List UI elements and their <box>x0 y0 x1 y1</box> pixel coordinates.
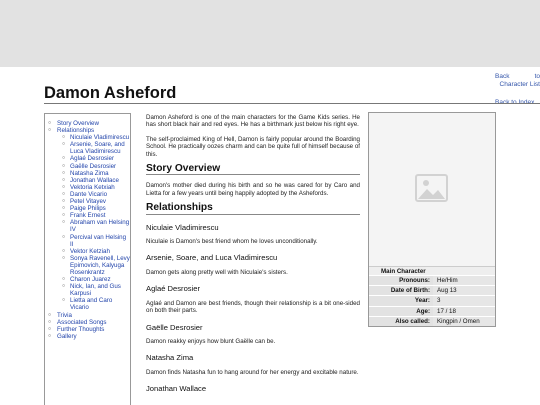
toc-subitem[interactable]: ○ Frank Ernest <box>59 212 130 219</box>
infobox-value: Kingpin / Omen <box>433 316 495 326</box>
relationship-name: Gaëlle Desrosier <box>146 322 203 332</box>
infobox-heading: Main Character <box>369 266 495 275</box>
relationship-text: Damon reakky enjoys how blunt Gaëlle can be. <box>146 337 276 345</box>
toc-subitem[interactable]: ○ Vektoria Ketxiah <box>59 184 130 191</box>
toc-subitem[interactable]: ○ Arsenie, Soare, and Luca Vladimirescu <box>59 141 130 155</box>
infobox-label: Date of Birth: <box>369 286 433 296</box>
infobox-label: Also called: <box>369 316 433 326</box>
toc-sublist-relationships <box>57 134 130 311</box>
toc-item-relationships[interactable] <box>48 127 130 311</box>
relationship-name: Jonathan Wallace <box>146 384 207 394</box>
infobox-table <box>369 275 495 326</box>
infobox-value: Aug 13 <box>433 286 495 296</box>
toc-item-label[interactable]: Associated Songs <box>57 318 107 326</box>
table-of-contents <box>44 113 131 405</box>
infobox-row <box>369 296 495 306</box>
toc-subitem[interactable]: ○ Aglaé Desrosier <box>59 155 130 162</box>
toc-subitem[interactable]: ○ Gaëlle Desrosier <box>59 163 130 170</box>
image-placeholder-icon <box>415 174 448 202</box>
toc-subitem[interactable]: ○ Percival van Helsing II <box>59 234 130 248</box>
top-header-bar <box>0 0 540 67</box>
toc-item-label[interactable]: Gallery <box>57 332 77 340</box>
character-infobox <box>368 112 496 327</box>
toc-item-label[interactable]: Relationships <box>57 127 95 135</box>
toc-subitem[interactable]: ○ Nick, Ian, and Gus Karpusi <box>59 283 130 297</box>
intro-paragraph: Damon Asheford is one of the main characters for the Game Kids series. He has short black hair and red eyes. He has a birthmark just below his right eye. <box>146 114 360 129</box>
toc-item-label[interactable]: Trivia <box>57 311 72 319</box>
toc-subitem[interactable]: ○ Jonathan Wallace <box>59 177 130 184</box>
relationship-name: Aglaé Desrosier <box>146 284 201 294</box>
intro-paragraph: The self-proclaimed King of Hell, Damon is fairly popular around the Boarding School. He practically oozes charm and can be quite full of himself because of this. <box>146 135 360 158</box>
infobox-value: 3 <box>433 296 495 306</box>
toc-item-story-overview[interactable] <box>48 120 130 127</box>
infobox-row <box>369 286 495 296</box>
relationship-name: Natasha Zima <box>146 353 194 363</box>
relationship-text: Aglaé and Damon are best friends, though their relationship is a bit one-sided on both their parts. <box>146 299 360 315</box>
back-links <box>495 73 540 107</box>
section-heading-relationships: Relationships <box>146 204 360 214</box>
section-heading-story-overview: Story Overview <box>146 165 360 175</box>
infobox-row <box>369 306 495 316</box>
back-to-character-list-link-line2[interactable]: Character List <box>499 81 540 88</box>
toc-subitem[interactable]: ○ Paige Philips <box>59 205 130 212</box>
page-title: Damon Asheford <box>44 84 177 102</box>
toc-subitem[interactable]: ○ Charon Juarez <box>59 276 130 283</box>
toc-subitem[interactable]: ○ Vektor Ketziah <box>59 248 130 255</box>
toc-subitem[interactable]: ○ Lietta and Caro Vicario <box>59 297 130 311</box>
toc-item-further-thoughts[interactable] <box>48 326 130 333</box>
relationship-name: Arsenie, Soare, and Luca Vladimirescu <box>146 253 278 263</box>
relationship-text: Damon finds Natasha fun to hang around for her energy and excitable nature. <box>146 368 359 376</box>
infobox-value: He/Him <box>433 276 495 286</box>
toc-item-label[interactable]: Further Thoughts <box>57 325 105 333</box>
relationship-text: Niculaie is Damon's best friend whom he loves unconditionally. <box>146 238 318 246</box>
toc-item-label[interactable]: Story Overview <box>57 120 99 127</box>
toc-subitem[interactable]: ○ Dante Vicario <box>59 191 130 198</box>
toc-subitem[interactable]: ○ Abraham van Helsing IV <box>59 219 130 233</box>
infobox-label: Age: <box>369 306 433 316</box>
character-image <box>369 113 495 266</box>
toc-subitem[interactable]: ○ Petel Vitayev <box>59 198 130 205</box>
relationship-name: Niculaie Vladimirescu <box>146 222 219 232</box>
back-to-character-list-link[interactable]: Back to <box>495 73 540 80</box>
toc-item-trivia[interactable] <box>48 312 130 319</box>
toc-list <box>48 120 130 340</box>
toc-subitem[interactable]: ○ Niculaie Vladimirescu <box>59 134 130 141</box>
infobox-label: Year: <box>369 296 433 306</box>
infobox-value: 17 / 18 <box>433 306 495 316</box>
toc-item-associated-songs[interactable] <box>48 319 130 326</box>
infobox-label: Pronouns: <box>369 276 433 286</box>
toc-item-gallery[interactable] <box>48 333 130 340</box>
toc-subitem[interactable]: ○ Sonya Ravenell, Levy Epimovich, Kalyuga Rosenkrantz <box>59 255 130 276</box>
story-overview-text: Damon's mother died during his birth and so he was cared for by Caro and Lietta for a few years until being happily adopted by the Ashefords. <box>146 182 360 197</box>
title-divider <box>44 103 540 104</box>
article-body <box>146 114 360 400</box>
infobox-row <box>369 276 495 286</box>
toc-subitem[interactable]: ○ Natasha Zima <box>59 170 130 177</box>
infobox-row <box>369 316 495 326</box>
relationship-text: Damon gets along pretty well with Niculaie's sisters. <box>146 268 288 276</box>
